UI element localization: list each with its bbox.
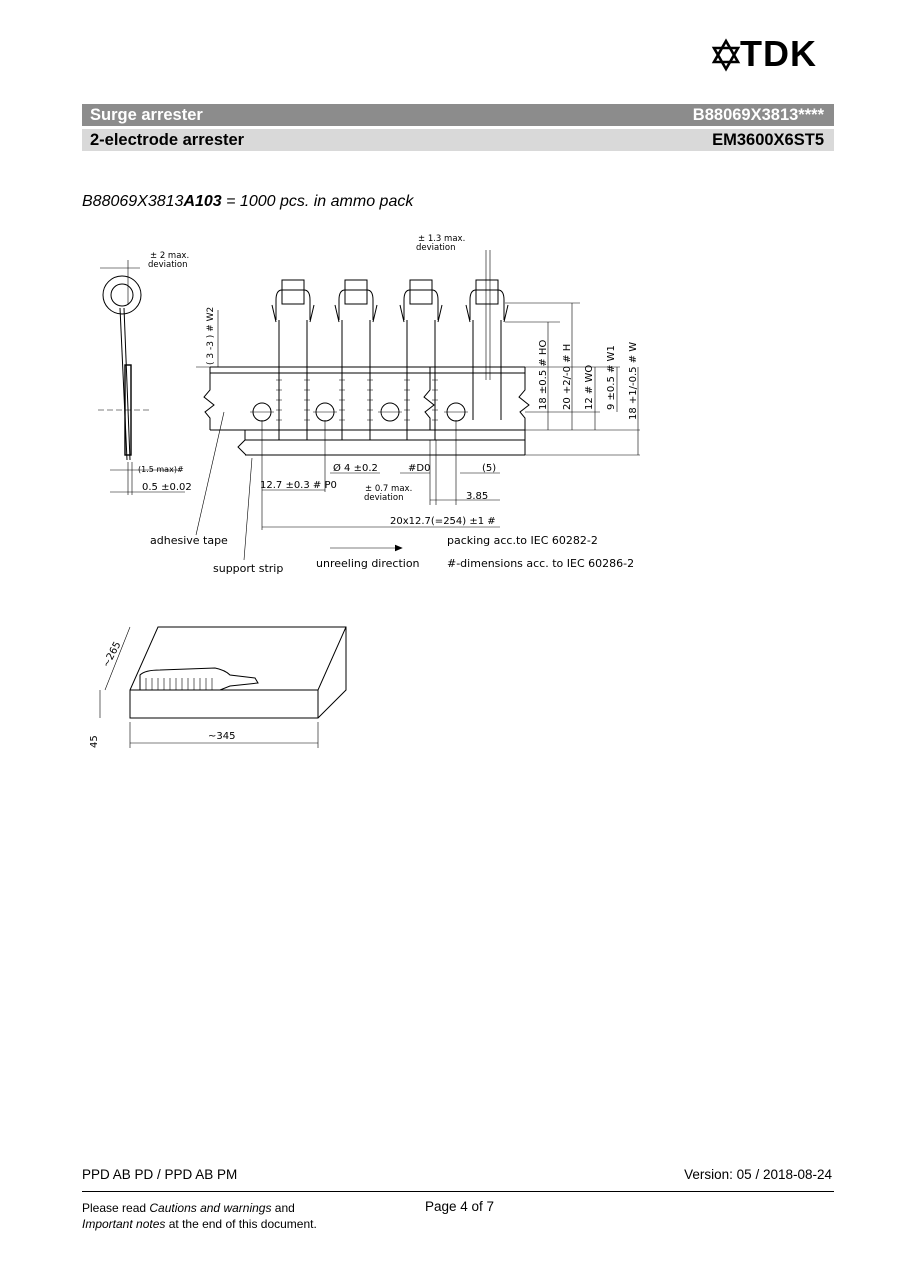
note-cautions: Cautions and warnings bbox=[149, 1201, 272, 1215]
label-packing: packing acc.to IEC 60282-2 bbox=[447, 534, 598, 547]
note-line1-b: and bbox=[271, 1201, 295, 1215]
dim-385: 3.85 bbox=[466, 491, 489, 502]
dim-tol-15: (1.5 max)# bbox=[138, 465, 184, 474]
note-line2-b: at the end of this document. bbox=[165, 1217, 317, 1231]
note-line1-a: Please read bbox=[82, 1201, 150, 1215]
footer-rule bbox=[82, 1191, 834, 1192]
dev-2-top: ± 2 max. bbox=[150, 251, 190, 261]
label-unreeling: unreeling direction bbox=[316, 557, 420, 570]
dim-d0: #D0 bbox=[408, 463, 431, 474]
dim-p0: 12.7 ±0.3 # P0 bbox=[260, 480, 337, 491]
dim-h: 20 +2/-0 # H bbox=[562, 343, 573, 410]
box-height: 45 bbox=[89, 735, 100, 748]
label-support-strip: support strip bbox=[213, 562, 284, 575]
dim-d5: (5) bbox=[482, 463, 497, 474]
dev-07-bot: deviation bbox=[364, 493, 404, 503]
dim-ho: 18 ±0.5 # HO bbox=[538, 339, 549, 410]
footer-note bbox=[82, 1200, 317, 1232]
box-depth: ~265 bbox=[100, 639, 124, 670]
page-number: Page 4 of 7 bbox=[425, 1199, 495, 1214]
order-prefix: B88069X3813 bbox=[82, 193, 184, 210]
box-width: ~345 bbox=[208, 731, 236, 742]
dim-w1: 9 ±0.5 # W1 bbox=[606, 345, 617, 410]
dim-d4: Ø 4 ±0.2 bbox=[333, 463, 378, 474]
dim-wo: 12 # WO bbox=[584, 364, 595, 410]
subtype: 2-electrode arrester bbox=[90, 131, 245, 149]
series-code: EM3600X6ST5 bbox=[712, 131, 824, 149]
dim-thickness: 0.5 ±0.02 bbox=[142, 482, 192, 493]
dim-w2: ( 3 -3 ) # W2 bbox=[206, 306, 216, 365]
label-dims: #-dimensions acc. to IEC 60286-2 bbox=[447, 557, 635, 570]
dev-2-bot: deviation bbox=[148, 260, 188, 270]
dev-07-top: ± 0.7 max. bbox=[365, 484, 413, 494]
label-adhesive-tape: adhesive tape bbox=[150, 534, 228, 547]
footer-version: Version: 05 / 2018-08-24 bbox=[684, 1167, 832, 1182]
order-suffix: A103 bbox=[183, 193, 222, 210]
dim-w: 18 +1/-0.5 # W bbox=[628, 341, 639, 420]
dev-13-bot: deviation bbox=[416, 243, 456, 253]
dev-13-top: ± 1.3 max. bbox=[418, 234, 466, 244]
order-rest: = 1000 pcs. in ammo pack bbox=[221, 193, 414, 210]
product-code: B88069X3813**** bbox=[692, 106, 824, 124]
footer-dept: PPD AB PD / PPD AB PM bbox=[82, 1167, 238, 1182]
note-important: Important notes bbox=[82, 1217, 166, 1231]
dim-pitch: 20x12.7(=254) ±1 # bbox=[390, 516, 496, 527]
brand-name: TDK bbox=[740, 33, 817, 74]
product-type: Surge arrester bbox=[90, 106, 203, 124]
